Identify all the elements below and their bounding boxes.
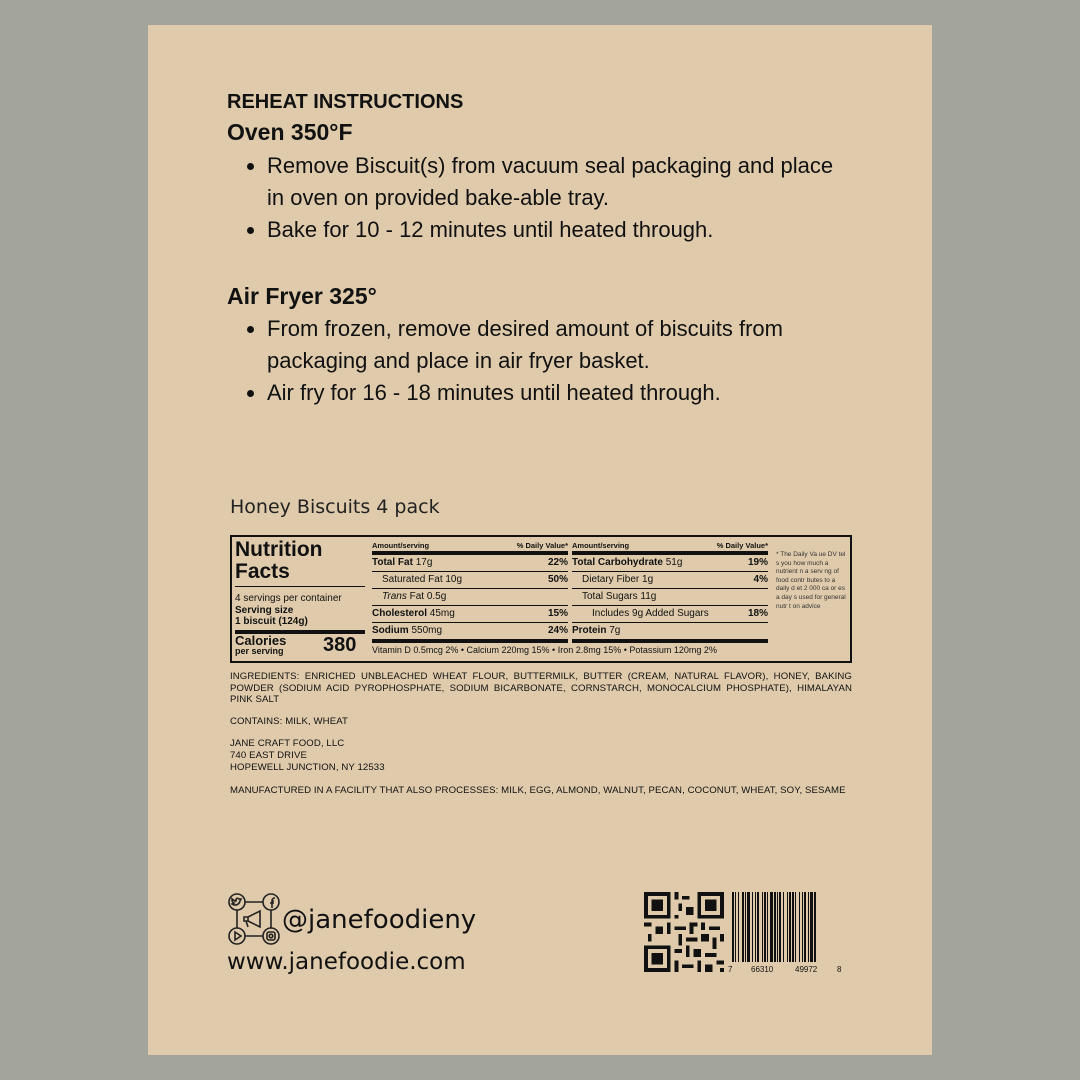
nutrient-row: Total Sugars 11g — [572, 589, 768, 606]
nutrient-row: Total Carbohydrate 51g 19% — [572, 555, 768, 572]
serving-size-value: 1 biscuit (124g) — [235, 616, 308, 627]
oven-title: Oven 350°F — [227, 119, 353, 145]
barcode-digits-3: 49972 — [795, 965, 818, 974]
nutrient-row: Dietary Fiber 1g 4% — [572, 572, 768, 589]
per-serving-label: per serving — [235, 646, 284, 656]
company-city: HOPEWELL JUNCTION, NY 12533 — [230, 762, 385, 773]
youtube-icon — [229, 928, 245, 944]
social-handle: @janefoodieny — [282, 905, 477, 935]
website-url: www.janefoodie.com — [227, 949, 466, 975]
barcode — [730, 892, 844, 970]
nutrient-row: Total Fat 17g 22% — [372, 555, 568, 572]
facility-statement: MANUFACTURED IN A FACILITY THAT ALSO PROCESSES: MILK, EGG, ALMOND, WALNUT, PECAN, COCONUT, WHEAT, SOY, SESAME — [230, 785, 846, 796]
air-fryer-step-2: • Air fry for 16 - 18 minutes until heated through. — [267, 377, 847, 409]
nutrient-row: Trans Fat 0.5g — [372, 589, 568, 606]
package-label — [148, 25, 932, 1055]
nutrient-row: Includes 9g Added Sugars 18% — [572, 606, 768, 623]
nf-rule — [235, 586, 365, 587]
twitter-icon — [229, 894, 245, 910]
facebook-icon — [263, 894, 279, 910]
daily-value-footnote: * The Daily Va ue DV tel s you how much a nutrient n a serv ng of food contr butes to a daily d et 2 000 ca or es a day s used for general nutr t on advice — [776, 551, 846, 610]
product-title: Honey Biscuits 4 pack — [230, 496, 440, 518]
nutrition-title-line1: Nutrition — [235, 538, 323, 561]
calories-label: Calories — [235, 633, 287, 648]
air-fryer-steps — [227, 313, 847, 409]
air-fryer-title: Air Fryer 325° — [227, 283, 377, 309]
instagram-icon — [263, 928, 279, 944]
nutrient-row: Saturated Fat 10g 50% — [372, 572, 568, 589]
oven-step-1: • Remove Biscuit(s) from vacuum seal packaging and place in oven on provided bake-able tray. — [267, 150, 847, 214]
oven-step-2: • Bake for 10 - 12 minutes until heated through. — [267, 214, 847, 246]
servings-per-container: 4 servings per container — [235, 593, 342, 604]
megaphone-icon — [244, 911, 260, 927]
nutrient-row: Sodium 550mg 24% — [372, 623, 568, 643]
company-name: JANE CRAFT FOOD, LLC — [230, 738, 345, 749]
nutrient-row: Cholesterol 45mg 15% — [372, 606, 568, 623]
dv-header: % Daily Value* — [516, 541, 568, 550]
barcode-digits-2: 66310 — [751, 965, 774, 974]
amount-header: Amount/serving — [372, 541, 430, 550]
column-header: Amount/serving % Daily Value* — [572, 541, 768, 555]
nutrition-title-block — [235, 539, 365, 583]
nutrition-facts-panel — [230, 535, 852, 663]
calories-value: 380 — [323, 634, 357, 656]
serving-size-label: Serving size — [235, 605, 294, 616]
column-header — [372, 541, 568, 555]
reheat-heading: REHEAT INSTRUCTIONS — [227, 91, 464, 113]
social-icons-cluster — [228, 893, 284, 949]
air-fryer-step-1: • From frozen, remove desired amount of biscuits from packaging and place in air fryer basket. — [267, 313, 847, 377]
company-street: 740 EAST DRIVE — [230, 750, 307, 761]
barcode-digit-4: 8 — [837, 965, 842, 974]
allergen-contains: CONTAINS: MILK, WHEAT — [230, 716, 348, 727]
barcode-digit-1: 7 — [728, 965, 733, 974]
vitamins-line: Vitamin D 0.5mcg 2% • Calcium 220mg 15% • Iron 2.8mg 15% • Potassium 120mg 2% — [372, 645, 717, 655]
qr-code — [644, 892, 724, 972]
ingredients-text: INGREDIENTS: ENRICHED UNBLEACHED WHEAT FLOUR, BUTTERMILK, BUTTER (CREAM, NATURAL FLAVOR), HONEY, BAKING POWDER (SODIUM ACID PYROPHOSPHATE, SODIUM BICARBONATE, CORNSTARCH, MONOCALCIUM PHOSPHATE), HIMALAYAN PINK SALT — [230, 671, 852, 706]
nutrition-title-line2: Facts — [235, 560, 290, 583]
nutrient-row: Protein 7g — [572, 623, 768, 643]
oven-steps — [227, 150, 847, 246]
